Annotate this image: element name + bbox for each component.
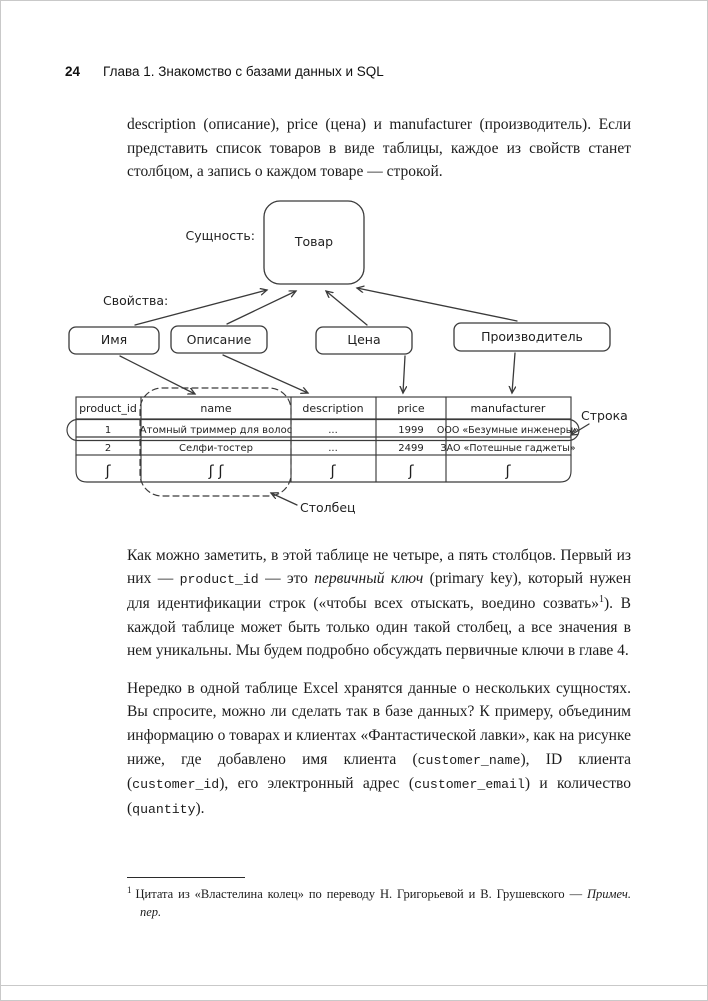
text-run: ), ID клиента ( xyxy=(127,750,631,793)
footnote-marker: 1 xyxy=(127,884,132,895)
continuation-mark: ʃ xyxy=(505,461,511,480)
table-cell: 1999 xyxy=(398,424,424,436)
table-cell: 1 xyxy=(104,424,112,436)
table-cell: 2499 xyxy=(398,442,424,454)
text-run: ), его электронный адрес ( xyxy=(219,775,415,793)
text-run: description (описание), price (цена) и manufacturer (производитель). Если представить список товаров в виде таблицы, каждое из свойств станет столбцом, а запись о каждом товаре — строкой. xyxy=(127,116,631,181)
table-cell: ООО «Безумные инженеры» xyxy=(436,424,580,436)
properties-label: Свойства: xyxy=(103,292,169,308)
column-callout-arrow xyxy=(271,493,297,505)
inline-code: product_id xyxy=(179,572,259,588)
property-label-description: Описание xyxy=(186,331,252,347)
property-label-name: Имя xyxy=(100,331,128,347)
products-table xyxy=(76,397,579,482)
inline-code: customer_email xyxy=(414,777,525,793)
footnote xyxy=(127,877,631,921)
table-continuation-region xyxy=(76,455,571,482)
footnote-text xyxy=(127,885,631,921)
running-head xyxy=(65,64,629,79)
text-run: — это xyxy=(258,570,315,588)
text-run: (primary key), который нужен для идентификации строк («чтобы всех отыскать, воедино созвать» xyxy=(127,570,631,612)
table-cell: 2 xyxy=(104,442,112,454)
text-run: ). xyxy=(195,799,205,817)
inline-code: customer_id xyxy=(132,777,220,793)
property-box-description xyxy=(171,326,267,353)
entity-name: Товар xyxy=(294,233,334,249)
table-header-name: name xyxy=(200,401,232,415)
page-content xyxy=(79,113,632,821)
property-label-manufacturer: Производитель xyxy=(481,328,583,344)
column-callout-label: Столбец xyxy=(300,499,356,515)
text-run: ) и количество ( xyxy=(127,775,631,817)
table-header-product-id: product_id xyxy=(79,401,137,415)
paragraph-primary-key xyxy=(127,544,631,663)
footnote-reference: 1 xyxy=(599,593,604,605)
row-callout-label: Строка xyxy=(581,407,628,423)
property-box-name xyxy=(69,327,159,354)
paragraph-properties-intro xyxy=(127,113,631,184)
table-cell: Атомный триммер для волос xyxy=(139,424,293,436)
table-cell: Селфи-тостер xyxy=(179,442,253,454)
text-run: ). В каждой таблице может быть только один такой столбец, а все значения в нем уникальны. Мы будем подробно обсуждать первичные ключи в главе 4. xyxy=(127,594,632,660)
continuation-mark: ʃ xyxy=(330,461,336,480)
arrows-properties-to-entity xyxy=(135,288,517,325)
property-box-manufacturer xyxy=(454,323,610,351)
continuation-mark: ʃ xyxy=(408,461,414,480)
table-header-description: description xyxy=(302,401,364,415)
entity-table-diagram xyxy=(65,194,645,524)
property-box-price xyxy=(316,327,412,354)
text-run: Цитата из «Властелина колец» по переводу Н. Григорьевой и В. Грушевского — xyxy=(135,887,588,901)
table-header-manufacturer: manufacturer xyxy=(470,401,546,415)
table-row xyxy=(105,425,579,436)
continuation-mark: ʃ ʃ xyxy=(208,461,224,480)
page-number: 24 xyxy=(65,64,81,79)
entity-table-diagram-svg xyxy=(65,194,645,524)
paragraph-multiple-entities xyxy=(127,677,631,822)
table-row xyxy=(105,443,576,454)
table-header-price: price xyxy=(397,401,425,415)
arrows-properties-to-columns xyxy=(120,353,515,394)
text-run: Как можно заметить, в этой таблице не четыре, а пять столбцов. Первый из них — xyxy=(127,546,631,588)
table-continuation-marks xyxy=(104,462,511,480)
property-label-price: Цена xyxy=(347,331,381,347)
table-cell: ЗАО «Потешные гаджеты» xyxy=(440,442,576,454)
emphasis-primary-key: первичный ключ xyxy=(314,570,424,588)
chapter-title: Глава 1. Знакомство с базами данных и SQL xyxy=(103,64,384,79)
inline-code: customer_name xyxy=(417,752,521,768)
footnote-rule xyxy=(127,877,245,878)
inline-code: quantity xyxy=(132,801,196,817)
text-run: Нередко в одной таблице Excel хранятся данные о нескольких сущностях. Вы спросите, можно ли сделать так в базе данных? К примеру, объединим информацию о товарах и клиентах «Фантастической лавки», как на рисунке ниже, где добавлено имя клиента ( xyxy=(127,679,631,768)
continuation-mark: ʃ xyxy=(105,461,111,480)
entity-label: Сущность: xyxy=(185,227,255,243)
translator-note: Примеч. пер. xyxy=(140,887,631,920)
table-cell: ... xyxy=(328,442,338,454)
table-cell: ... xyxy=(328,424,338,436)
page-bottom-edge xyxy=(1,985,707,986)
